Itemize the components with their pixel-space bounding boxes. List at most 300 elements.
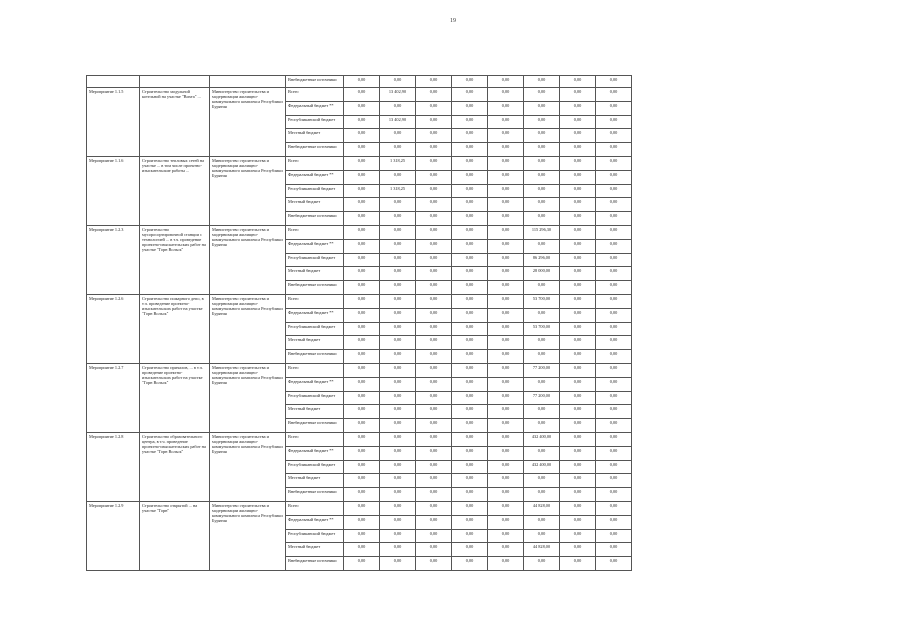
funding-source: Внебюджетные источники bbox=[286, 76, 344, 88]
funding-source: Всего bbox=[286, 294, 344, 308]
amount-cell: 0,00 bbox=[596, 405, 632, 419]
amount-cell: 0,00 bbox=[344, 198, 380, 212]
amount-cell: 0,00 bbox=[344, 239, 380, 253]
amount-cell: 0,00 bbox=[380, 76, 416, 88]
amount-cell: 0,00 bbox=[524, 557, 560, 571]
amount-cell: 0,00 bbox=[560, 156, 596, 170]
amount-cell: 0,00 bbox=[524, 170, 560, 184]
table-row bbox=[87, 501, 632, 515]
amount-cell: 0,00 bbox=[524, 212, 560, 226]
amount-cell: 0,00 bbox=[524, 377, 560, 391]
amount-cell: 1 318,25 bbox=[380, 156, 416, 170]
amount-cell: 0,00 bbox=[488, 101, 524, 115]
amount-cell: 0,00 bbox=[488, 129, 524, 143]
funding-source: Федеральный бюджет ** bbox=[286, 515, 344, 529]
amount-cell: 0,00 bbox=[488, 377, 524, 391]
amount-cell: 0,00 bbox=[416, 446, 452, 460]
amount-cell: 0,00 bbox=[416, 115, 452, 129]
amount-cell: 0,00 bbox=[452, 239, 488, 253]
amount-cell: 0,00 bbox=[488, 557, 524, 571]
funding-source: Всего bbox=[286, 501, 344, 515]
amount-cell: 0,00 bbox=[560, 170, 596, 184]
amount-cell: 0,00 bbox=[380, 446, 416, 460]
amount-cell: 0,00 bbox=[596, 377, 632, 391]
amount-cell: 0,00 bbox=[560, 391, 596, 405]
amount-cell: 0,00 bbox=[452, 143, 488, 157]
amount-cell: 0,00 bbox=[452, 267, 488, 281]
amount-cell: 0,00 bbox=[416, 419, 452, 433]
amount-cell: 0,00 bbox=[524, 281, 560, 295]
amount-cell: 0,00 bbox=[560, 143, 596, 157]
table-row bbox=[87, 88, 632, 102]
amount-cell: 0,00 bbox=[488, 253, 524, 267]
amount-cell: 0,00 bbox=[488, 225, 524, 239]
amount-cell: 0,00 bbox=[344, 529, 380, 543]
amount-cell: 0,00 bbox=[380, 322, 416, 336]
amount-cell: 0,00 bbox=[488, 198, 524, 212]
activity-id: Мероприятие 1.1.6 bbox=[87, 156, 140, 225]
activity-executor: Министерство строительства и модернизации жилищно-коммунального комплекса Республики Бурятия bbox=[210, 294, 286, 363]
amount-cell: 0,00 bbox=[416, 170, 452, 184]
amount-cell: 0,00 bbox=[452, 115, 488, 129]
amount-cell: 0,00 bbox=[380, 225, 416, 239]
amount-cell: 0,00 bbox=[452, 405, 488, 419]
amount-cell: 0,00 bbox=[560, 405, 596, 419]
amount-cell: 0,00 bbox=[380, 460, 416, 474]
funding-source: Внебюджетные источники bbox=[286, 350, 344, 364]
table-row bbox=[87, 76, 632, 88]
amount-cell: 0,00 bbox=[596, 488, 632, 502]
amount-cell: 0,00 bbox=[596, 88, 632, 102]
amount-cell: 0,00 bbox=[524, 129, 560, 143]
amount-cell: 0,00 bbox=[488, 543, 524, 557]
amount-cell: 0,00 bbox=[452, 446, 488, 460]
amount-cell: 0,00 bbox=[416, 253, 452, 267]
amount-cell: 0,00 bbox=[524, 184, 560, 198]
funding-source: Местный бюджет bbox=[286, 129, 344, 143]
amount-cell: 0,00 bbox=[488, 460, 524, 474]
amount-cell: 0,00 bbox=[344, 405, 380, 419]
amount-cell: 0,00 bbox=[452, 212, 488, 226]
amount-cell: 0,00 bbox=[416, 225, 452, 239]
amount-cell: 0,00 bbox=[560, 115, 596, 129]
amount-cell: 0,00 bbox=[596, 143, 632, 157]
empty-cell bbox=[87, 76, 140, 88]
amount-cell: 0,00 bbox=[560, 281, 596, 295]
amount-cell: 1 318,25 bbox=[380, 184, 416, 198]
activity-executor: Министерство строительства и модернизации жилищно-коммунального комплекса Республики Бурятия bbox=[210, 156, 286, 225]
funding-source: Внебюджетные источники bbox=[286, 488, 344, 502]
activity-name: Строительство образовательного центра, в т.ч. проведение проектно-изыскательских работ на участке "Горн Вольск" bbox=[140, 432, 210, 501]
amount-cell: 0,00 bbox=[452, 170, 488, 184]
amount-cell: 0,00 bbox=[488, 515, 524, 529]
amount-cell: 0,00 bbox=[416, 515, 452, 529]
amount-cell: 0,00 bbox=[596, 281, 632, 295]
amount-cell: 0,00 bbox=[488, 350, 524, 364]
amount-cell: 0,00 bbox=[560, 446, 596, 460]
amount-cell: 0,00 bbox=[416, 212, 452, 226]
amount-cell: 0,00 bbox=[452, 336, 488, 350]
amount-cell: 0,00 bbox=[488, 156, 524, 170]
amount-cell: 0,00 bbox=[596, 308, 632, 322]
activity-name: Строительство открытой ... на участке "Горн" bbox=[140, 501, 210, 570]
amount-cell: 0,00 bbox=[344, 267, 380, 281]
amount-cell: 0,00 bbox=[344, 432, 380, 446]
amount-cell: 0,00 bbox=[416, 336, 452, 350]
amount-cell: 0,00 bbox=[380, 129, 416, 143]
funding-source: Республиканский бюджет bbox=[286, 460, 344, 474]
amount-cell: 0,00 bbox=[344, 488, 380, 502]
amount-cell: 0,00 bbox=[452, 488, 488, 502]
amount-cell: 0,00 bbox=[560, 308, 596, 322]
amount-cell: 0,00 bbox=[596, 115, 632, 129]
amount-cell: 0,00 bbox=[416, 432, 452, 446]
amount-cell: 0,00 bbox=[416, 488, 452, 502]
amount-cell: 0,00 bbox=[380, 143, 416, 157]
amount-cell: 0,00 bbox=[416, 198, 452, 212]
amount-cell: 13 402,90 bbox=[380, 88, 416, 102]
activity-executor: Министерство строительства и модернизации жилищно-коммунального комплекса Республики Бурятия bbox=[210, 225, 286, 294]
amount-cell: 0,00 bbox=[596, 460, 632, 474]
funding-source: Всего bbox=[286, 363, 344, 377]
amount-cell: 0,00 bbox=[560, 294, 596, 308]
amount-cell: 0,00 bbox=[416, 474, 452, 488]
amount-cell: 0,00 bbox=[344, 212, 380, 226]
amount-cell: 0,00 bbox=[596, 212, 632, 226]
amount-cell: 0,00 bbox=[416, 267, 452, 281]
amount-cell: 0,00 bbox=[344, 377, 380, 391]
funding-source: Республиканский бюджет bbox=[286, 253, 344, 267]
amount-cell: 0,00 bbox=[416, 557, 452, 571]
amount-cell: 44 828,00 bbox=[524, 543, 560, 557]
amount-cell: 0,00 bbox=[344, 501, 380, 515]
amount-cell: 0,00 bbox=[488, 474, 524, 488]
amount-cell: 0,00 bbox=[560, 515, 596, 529]
amount-cell: 0,00 bbox=[380, 198, 416, 212]
amount-cell: 0,00 bbox=[344, 76, 380, 88]
activity-id: Мероприятие 1.2.7 bbox=[87, 363, 140, 432]
amount-cell: 0,00 bbox=[380, 308, 416, 322]
amount-cell: 0,00 bbox=[596, 515, 632, 529]
amount-cell: 0,00 bbox=[596, 184, 632, 198]
amount-cell: 0,00 bbox=[524, 446, 560, 460]
amount-cell: 0,00 bbox=[344, 143, 380, 157]
funding-source: Всего bbox=[286, 432, 344, 446]
amount-cell: 0,00 bbox=[596, 225, 632, 239]
amount-cell: 0,00 bbox=[560, 543, 596, 557]
amount-cell: 0,00 bbox=[596, 419, 632, 433]
amount-cell: 0,00 bbox=[524, 488, 560, 502]
amount-cell: 0,00 bbox=[560, 88, 596, 102]
amount-cell: 0,00 bbox=[560, 363, 596, 377]
amount-cell: 0,00 bbox=[488, 184, 524, 198]
amount-cell: 0,00 bbox=[452, 129, 488, 143]
activity-executor: Министерство строительства и модернизации жилищно-коммунального комплекса Республики Бурятия bbox=[210, 88, 286, 157]
amount-cell: 0,00 bbox=[452, 156, 488, 170]
activity-name: Строительство причалов, ... в т.ч. проведение проектно-изыскательских работ на участке "Горн Вольск" bbox=[140, 363, 210, 432]
activity-name: Строительство пожарного депо, в т.ч. проведение проектно-изыскательских работ на участке "Горн Вольск" bbox=[140, 294, 210, 363]
amount-cell: 0,00 bbox=[380, 432, 416, 446]
amount-cell: 0,00 bbox=[416, 294, 452, 308]
amount-cell: 0,00 bbox=[416, 143, 452, 157]
amount-cell: 0,00 bbox=[416, 281, 452, 295]
amount-cell: 0,00 bbox=[560, 76, 596, 88]
funding-source: Местный бюджет bbox=[286, 198, 344, 212]
amount-cell: 0,00 bbox=[488, 446, 524, 460]
amount-cell: 0,00 bbox=[416, 239, 452, 253]
activity-id: Мероприятие 1.2.8 bbox=[87, 432, 140, 501]
amount-cell: 0,00 bbox=[416, 543, 452, 557]
amount-cell: 0,00 bbox=[524, 239, 560, 253]
amount-cell: 0,00 bbox=[344, 419, 380, 433]
amount-cell: 0,00 bbox=[452, 391, 488, 405]
amount-cell: 0,00 bbox=[524, 419, 560, 433]
budget-table bbox=[86, 75, 632, 571]
funding-source: Федеральный бюджет ** bbox=[286, 170, 344, 184]
amount-cell: 0,00 bbox=[344, 363, 380, 377]
amount-cell: 86 296,00 bbox=[524, 253, 560, 267]
amount-cell: 0,00 bbox=[524, 76, 560, 88]
amount-cell: 0,00 bbox=[488, 419, 524, 433]
amount-cell: 0,00 bbox=[452, 350, 488, 364]
amount-cell: 0,00 bbox=[596, 156, 632, 170]
amount-cell: 0,00 bbox=[452, 501, 488, 515]
amount-cell: 0,00 bbox=[380, 170, 416, 184]
amount-cell: 0,00 bbox=[416, 377, 452, 391]
amount-cell: 0,00 bbox=[524, 529, 560, 543]
amount-cell: 0,00 bbox=[488, 267, 524, 281]
amount-cell: 0,00 bbox=[344, 225, 380, 239]
amount-cell: 0,00 bbox=[560, 557, 596, 571]
funding-source: Республиканский бюджет bbox=[286, 115, 344, 129]
funding-source: Внебюджетные источники bbox=[286, 557, 344, 571]
amount-cell: 0,00 bbox=[596, 501, 632, 515]
amount-cell: 0,00 bbox=[344, 253, 380, 267]
amount-cell: 115 296,30 bbox=[524, 225, 560, 239]
funding-source: Республиканский бюджет bbox=[286, 184, 344, 198]
amount-cell: 0,00 bbox=[524, 308, 560, 322]
amount-cell: 0,00 bbox=[416, 529, 452, 543]
amount-cell: 0,00 bbox=[560, 129, 596, 143]
amount-cell: 0,00 bbox=[488, 322, 524, 336]
funding-source: Местный бюджет bbox=[286, 474, 344, 488]
amount-cell: 0,00 bbox=[596, 322, 632, 336]
funding-source: Всего bbox=[286, 88, 344, 102]
amount-cell: 0,00 bbox=[416, 363, 452, 377]
amount-cell: 28 000,00 bbox=[524, 267, 560, 281]
amount-cell: 0,00 bbox=[344, 308, 380, 322]
activity-executor: Министерство строительства и модернизации жилищно-коммунального комплекса Республики Бурятия bbox=[210, 501, 286, 570]
activity-executor: Министерство строительства и модернизации жилищно-коммунального комплекса Республики Бурятия bbox=[210, 363, 286, 432]
empty-cell bbox=[140, 76, 210, 88]
amount-cell: 0,00 bbox=[416, 405, 452, 419]
amount-cell: 0,00 bbox=[416, 501, 452, 515]
amount-cell: 0,00 bbox=[560, 474, 596, 488]
amount-cell: 0,00 bbox=[524, 156, 560, 170]
amount-cell: 0,00 bbox=[452, 101, 488, 115]
activity-name: Строительство мусоросортировочной станции с технологией ... в т.ч. проведение проектно-изыскательских работ на участке "Горн Вольск" bbox=[140, 225, 210, 294]
amount-cell: 0,00 bbox=[488, 170, 524, 184]
activity-name: Строительство тепловых сетей на участке ... в том числе проектно-изыскательские работы ... bbox=[140, 156, 210, 225]
amount-cell: 0,00 bbox=[596, 363, 632, 377]
amount-cell: 0,00 bbox=[344, 156, 380, 170]
amount-cell: 0,00 bbox=[344, 184, 380, 198]
amount-cell: 0,00 bbox=[560, 253, 596, 267]
amount-cell: 0,00 bbox=[380, 281, 416, 295]
activity-id: Мероприятие 1.1.5 bbox=[87, 88, 140, 157]
amount-cell: 0,00 bbox=[452, 88, 488, 102]
amount-cell: 0,00 bbox=[560, 419, 596, 433]
amount-cell: 0,00 bbox=[488, 239, 524, 253]
amount-cell: 0,00 bbox=[452, 294, 488, 308]
amount-cell: 0,00 bbox=[380, 101, 416, 115]
amount-cell: 0,00 bbox=[560, 198, 596, 212]
funding-source: Всего bbox=[286, 225, 344, 239]
table-row bbox=[87, 225, 632, 239]
amount-cell: 0,00 bbox=[344, 88, 380, 102]
amount-cell: 0,00 bbox=[596, 336, 632, 350]
amount-cell: 0,00 bbox=[452, 184, 488, 198]
amount-cell: 77 200,00 bbox=[524, 363, 560, 377]
amount-cell: 0,00 bbox=[524, 101, 560, 115]
amount-cell: 0,00 bbox=[416, 76, 452, 88]
amount-cell: 0,00 bbox=[452, 377, 488, 391]
amount-cell: 0,00 bbox=[452, 322, 488, 336]
amount-cell: 0,00 bbox=[344, 129, 380, 143]
amount-cell: 0,00 bbox=[488, 336, 524, 350]
funding-source: Федеральный бюджет ** bbox=[286, 377, 344, 391]
amount-cell: 0,00 bbox=[524, 350, 560, 364]
amount-cell: 0,00 bbox=[380, 336, 416, 350]
funding-source: Местный бюджет bbox=[286, 336, 344, 350]
amount-cell: 0,00 bbox=[596, 76, 632, 88]
amount-cell: 0,00 bbox=[416, 129, 452, 143]
amount-cell: 0,00 bbox=[416, 391, 452, 405]
amount-cell: 0,00 bbox=[344, 557, 380, 571]
funding-source: Внебюджетные источники bbox=[286, 281, 344, 295]
amount-cell: 0,00 bbox=[452, 419, 488, 433]
amount-cell: 0,00 bbox=[344, 281, 380, 295]
amount-cell: 0,00 bbox=[344, 446, 380, 460]
amount-cell: 0,00 bbox=[488, 363, 524, 377]
amount-cell: 0,00 bbox=[560, 267, 596, 281]
funding-source: Республиканский бюджет bbox=[286, 391, 344, 405]
amount-cell: 0,00 bbox=[452, 515, 488, 529]
amount-cell: 0,00 bbox=[596, 239, 632, 253]
amount-cell: 0,00 bbox=[380, 557, 416, 571]
amount-cell: 0,00 bbox=[380, 515, 416, 529]
amount-cell: 0,00 bbox=[560, 184, 596, 198]
amount-cell: 0,00 bbox=[560, 377, 596, 391]
amount-cell: 0,00 bbox=[452, 432, 488, 446]
table-row bbox=[87, 156, 632, 170]
amount-cell: 0,00 bbox=[596, 432, 632, 446]
amount-cell: 0,00 bbox=[488, 88, 524, 102]
amount-cell: 0,00 bbox=[596, 391, 632, 405]
amount-cell: 0,00 bbox=[560, 239, 596, 253]
amount-cell: 0,00 bbox=[524, 405, 560, 419]
table-row bbox=[87, 363, 632, 377]
amount-cell: 0,00 bbox=[416, 350, 452, 364]
amount-cell: 0,00 bbox=[380, 391, 416, 405]
amount-cell: 0,00 bbox=[344, 322, 380, 336]
amount-cell: 0,00 bbox=[596, 170, 632, 184]
amount-cell: 0,00 bbox=[452, 543, 488, 557]
funding-source: Федеральный бюджет ** bbox=[286, 308, 344, 322]
amount-cell: 0,00 bbox=[488, 405, 524, 419]
amount-cell: 0,00 bbox=[380, 267, 416, 281]
funding-source: Внебюджетные источники bbox=[286, 212, 344, 226]
amount-cell: 53 700,00 bbox=[524, 294, 560, 308]
amount-cell: 0,00 bbox=[452, 474, 488, 488]
funding-source: Федеральный бюджет ** bbox=[286, 101, 344, 115]
amount-cell: 0,00 bbox=[452, 225, 488, 239]
amount-cell: 0,00 bbox=[452, 198, 488, 212]
amount-cell: 0,00 bbox=[344, 474, 380, 488]
funding-source: Внебюджетные источники bbox=[286, 143, 344, 157]
amount-cell: 0,00 bbox=[560, 101, 596, 115]
amount-cell: 0,00 bbox=[596, 350, 632, 364]
amount-cell: 0,00 bbox=[596, 294, 632, 308]
amount-cell: 0,00 bbox=[596, 101, 632, 115]
amount-cell: 0,00 bbox=[380, 419, 416, 433]
amount-cell: 0,00 bbox=[416, 308, 452, 322]
amount-cell: 0,00 bbox=[452, 557, 488, 571]
table-body bbox=[87, 76, 632, 571]
table-row bbox=[87, 432, 632, 446]
empty-cell bbox=[210, 76, 286, 88]
amount-cell: 0,00 bbox=[380, 363, 416, 377]
amount-cell: 0,00 bbox=[560, 488, 596, 502]
amount-cell: 0,00 bbox=[524, 143, 560, 157]
funding-source: Республиканский бюджет bbox=[286, 322, 344, 336]
amount-cell: 53 700,00 bbox=[524, 322, 560, 336]
amount-cell: 0,00 bbox=[452, 253, 488, 267]
amount-cell: 0,00 bbox=[452, 76, 488, 88]
amount-cell: 0,00 bbox=[380, 294, 416, 308]
amount-cell: 0,00 bbox=[380, 350, 416, 364]
amount-cell: 0,00 bbox=[488, 308, 524, 322]
amount-cell: 0,00 bbox=[488, 432, 524, 446]
amount-cell: 0,00 bbox=[560, 460, 596, 474]
amount-cell: 0,00 bbox=[380, 239, 416, 253]
funding-source: Всего bbox=[286, 156, 344, 170]
amount-cell: 0,00 bbox=[344, 543, 380, 557]
amount-cell: 0,00 bbox=[344, 460, 380, 474]
amount-cell: 432 400,00 bbox=[524, 460, 560, 474]
amount-cell: 0,00 bbox=[380, 543, 416, 557]
activity-executor: Министерство строительства и модернизации жилищно-коммунального комплекса Республики Бурятия bbox=[210, 432, 286, 501]
amount-cell: 0,00 bbox=[560, 336, 596, 350]
funding-source: Федеральный бюджет ** bbox=[286, 239, 344, 253]
amount-cell: 0,00 bbox=[524, 198, 560, 212]
amount-cell: 0,00 bbox=[488, 391, 524, 405]
amount-cell: 0,00 bbox=[560, 529, 596, 543]
amount-cell: 0,00 bbox=[452, 529, 488, 543]
amount-cell: 0,00 bbox=[452, 308, 488, 322]
amount-cell: 0,00 bbox=[596, 543, 632, 557]
amount-cell: 0,00 bbox=[488, 212, 524, 226]
amount-cell: 0,00 bbox=[488, 281, 524, 295]
amount-cell: 0,00 bbox=[488, 488, 524, 502]
activity-id: Мероприятие 1.2.3 bbox=[87, 225, 140, 294]
amount-cell: 13 402,90 bbox=[380, 115, 416, 129]
amount-cell: 0,00 bbox=[560, 225, 596, 239]
amount-cell: 0,00 bbox=[344, 101, 380, 115]
amount-cell: 0,00 bbox=[344, 170, 380, 184]
amount-cell: 0,00 bbox=[344, 515, 380, 529]
amount-cell: 0,00 bbox=[524, 515, 560, 529]
